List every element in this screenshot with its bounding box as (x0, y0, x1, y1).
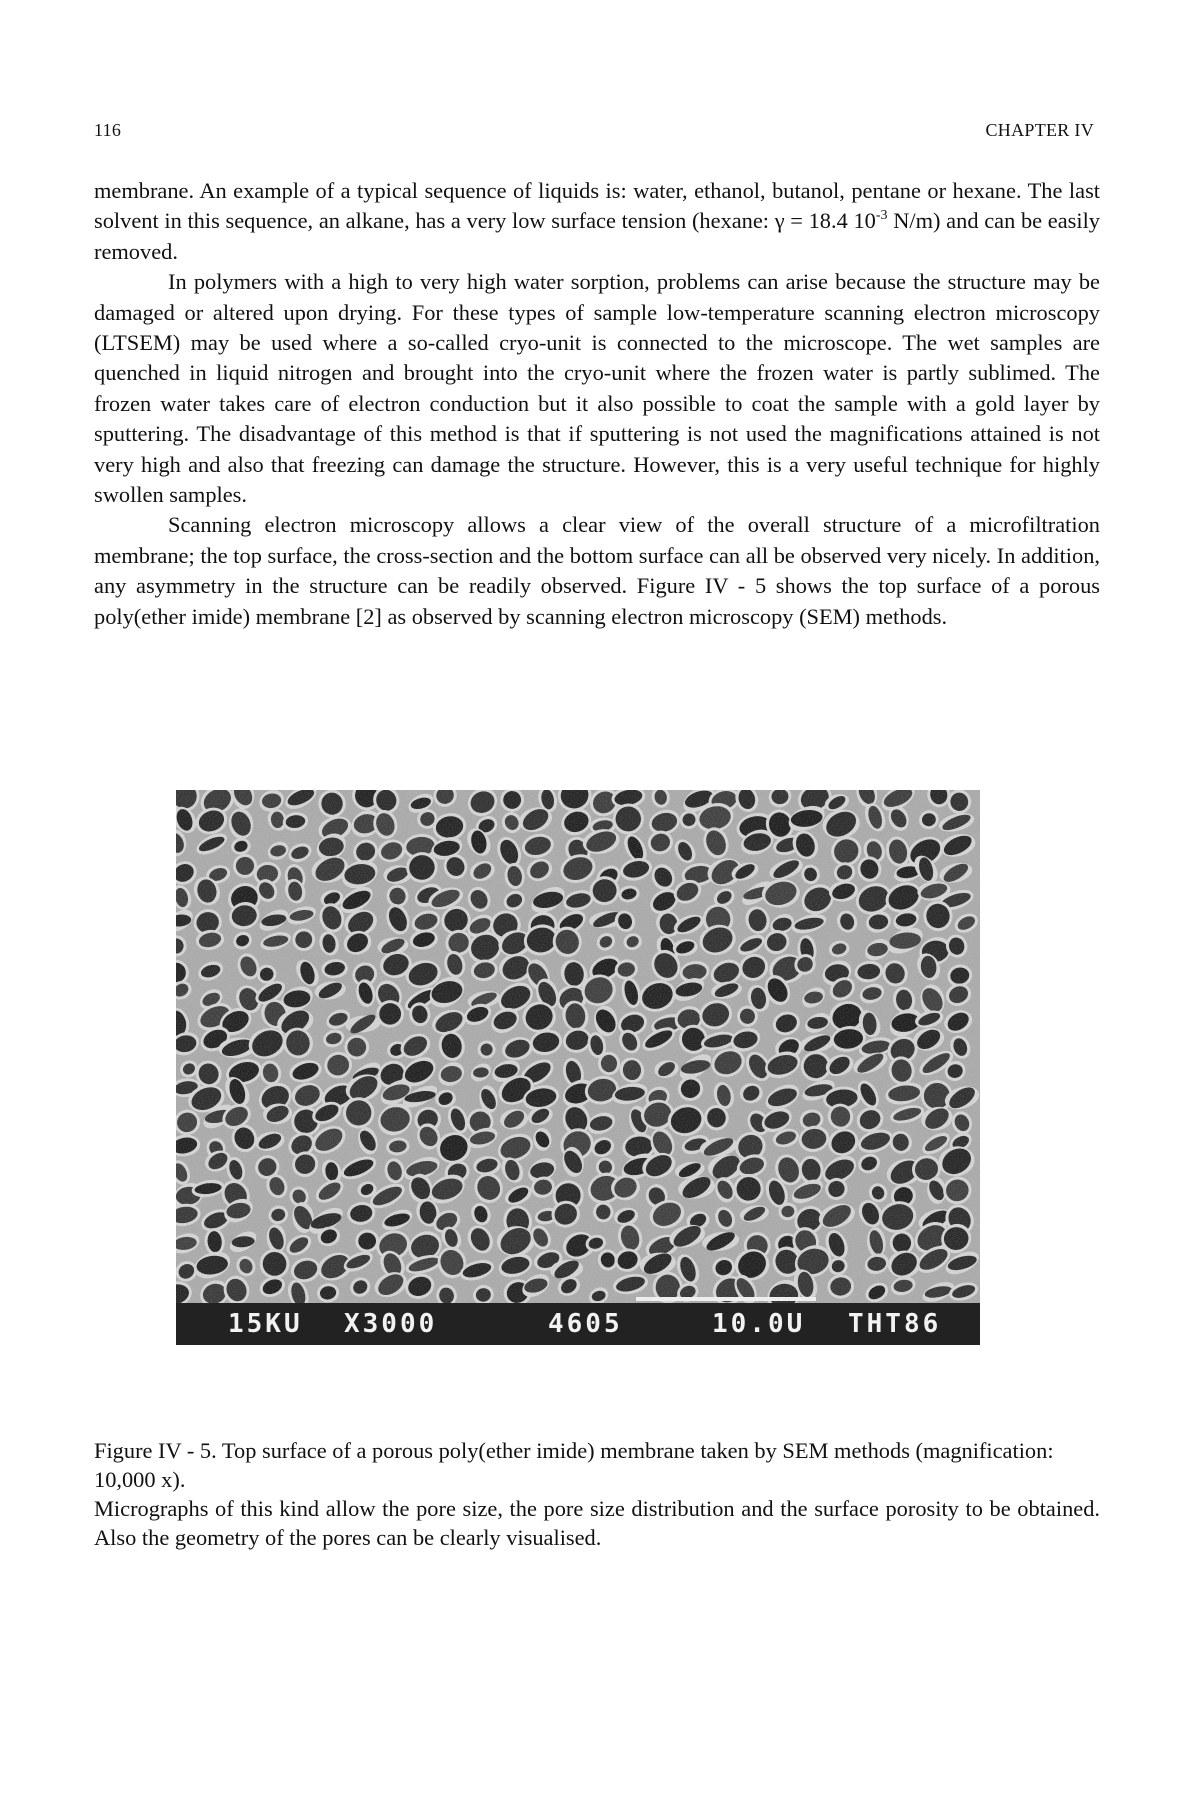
paragraph-1-text-end: N/m) and can be easily removed. (94, 208, 1100, 264)
body-text (94, 176, 1100, 632)
magnification-label: X3000 (344, 1309, 438, 1339)
voltage-label: 15KU (228, 1309, 303, 1339)
sem-info-bar (176, 1303, 980, 1345)
code-label: THT86 (848, 1309, 942, 1339)
membrane-pore-texture (176, 790, 980, 1303)
page-number: 116 (94, 120, 122, 140)
caption-text: Micrographs of this kind allow the pore size, the pore size distribution and the surface porosity to be obtained. Also the geometry of the pores can be clearly visualised. (94, 1496, 1100, 1550)
figure-caption (94, 1436, 1100, 1552)
sem-micrograph (176, 790, 980, 1345)
paragraph-2: In polymers with a high to very high water sorption, problems can arise because the structure may be damaged or altered upon drying. For these types of sample low-temperature scanning electron microscopy (LTSEM) may be used where a so-called cryo-unit is connected to the microscope. The wet samples are quenched in liquid nitrogen and brought into the cryo-unit where the frozen water is partly sublimed. The frozen water takes care of electron conduction but it also possible to coat the sample with a gold layer by sputtering. The disadvantage of this method is that if sputtering is not used the magnifications attained is not very high and also that freezing can damage the structure. However, this is a very useful technique for highly swollen samples. (94, 269, 1100, 508)
paragraph-1 (94, 176, 1100, 267)
exponent: -3 (875, 208, 888, 224)
scale-label: 10.0U (712, 1309, 806, 1339)
image-number-label: 4605 (548, 1309, 623, 1339)
page-header (94, 120, 1094, 146)
paragraph-3: Scanning electron microscopy allows a clear view of the overall structure of a microfiltration membrane; the top surface, the cross-section and the bottom surface can all be observed very nicely. In addition, any asymmetry in the structure can be readily observed. Figure IV - 5 shows the top surface of a porous poly(ether imide) membrane [2] as observed by scanning electron microscopy (SEM) methods. (94, 512, 1100, 629)
chapter-title: CHAPTER IV (985, 120, 1094, 140)
scale-bar (636, 1297, 816, 1301)
caption-title: Figure IV - 5. Top surface of a porous poly(ether imide) membrane taken by SEM methods (magnification: 10,000 x). (94, 1438, 1054, 1492)
paragraph-1-text: membrane. An example of a typical sequence of liquids is: water, ethanol, butanol, pentane or hexane. The last solvent in this sequence, an alkane, has a very low surface tension (hexane: γ = 18.4 10 (94, 178, 1100, 234)
